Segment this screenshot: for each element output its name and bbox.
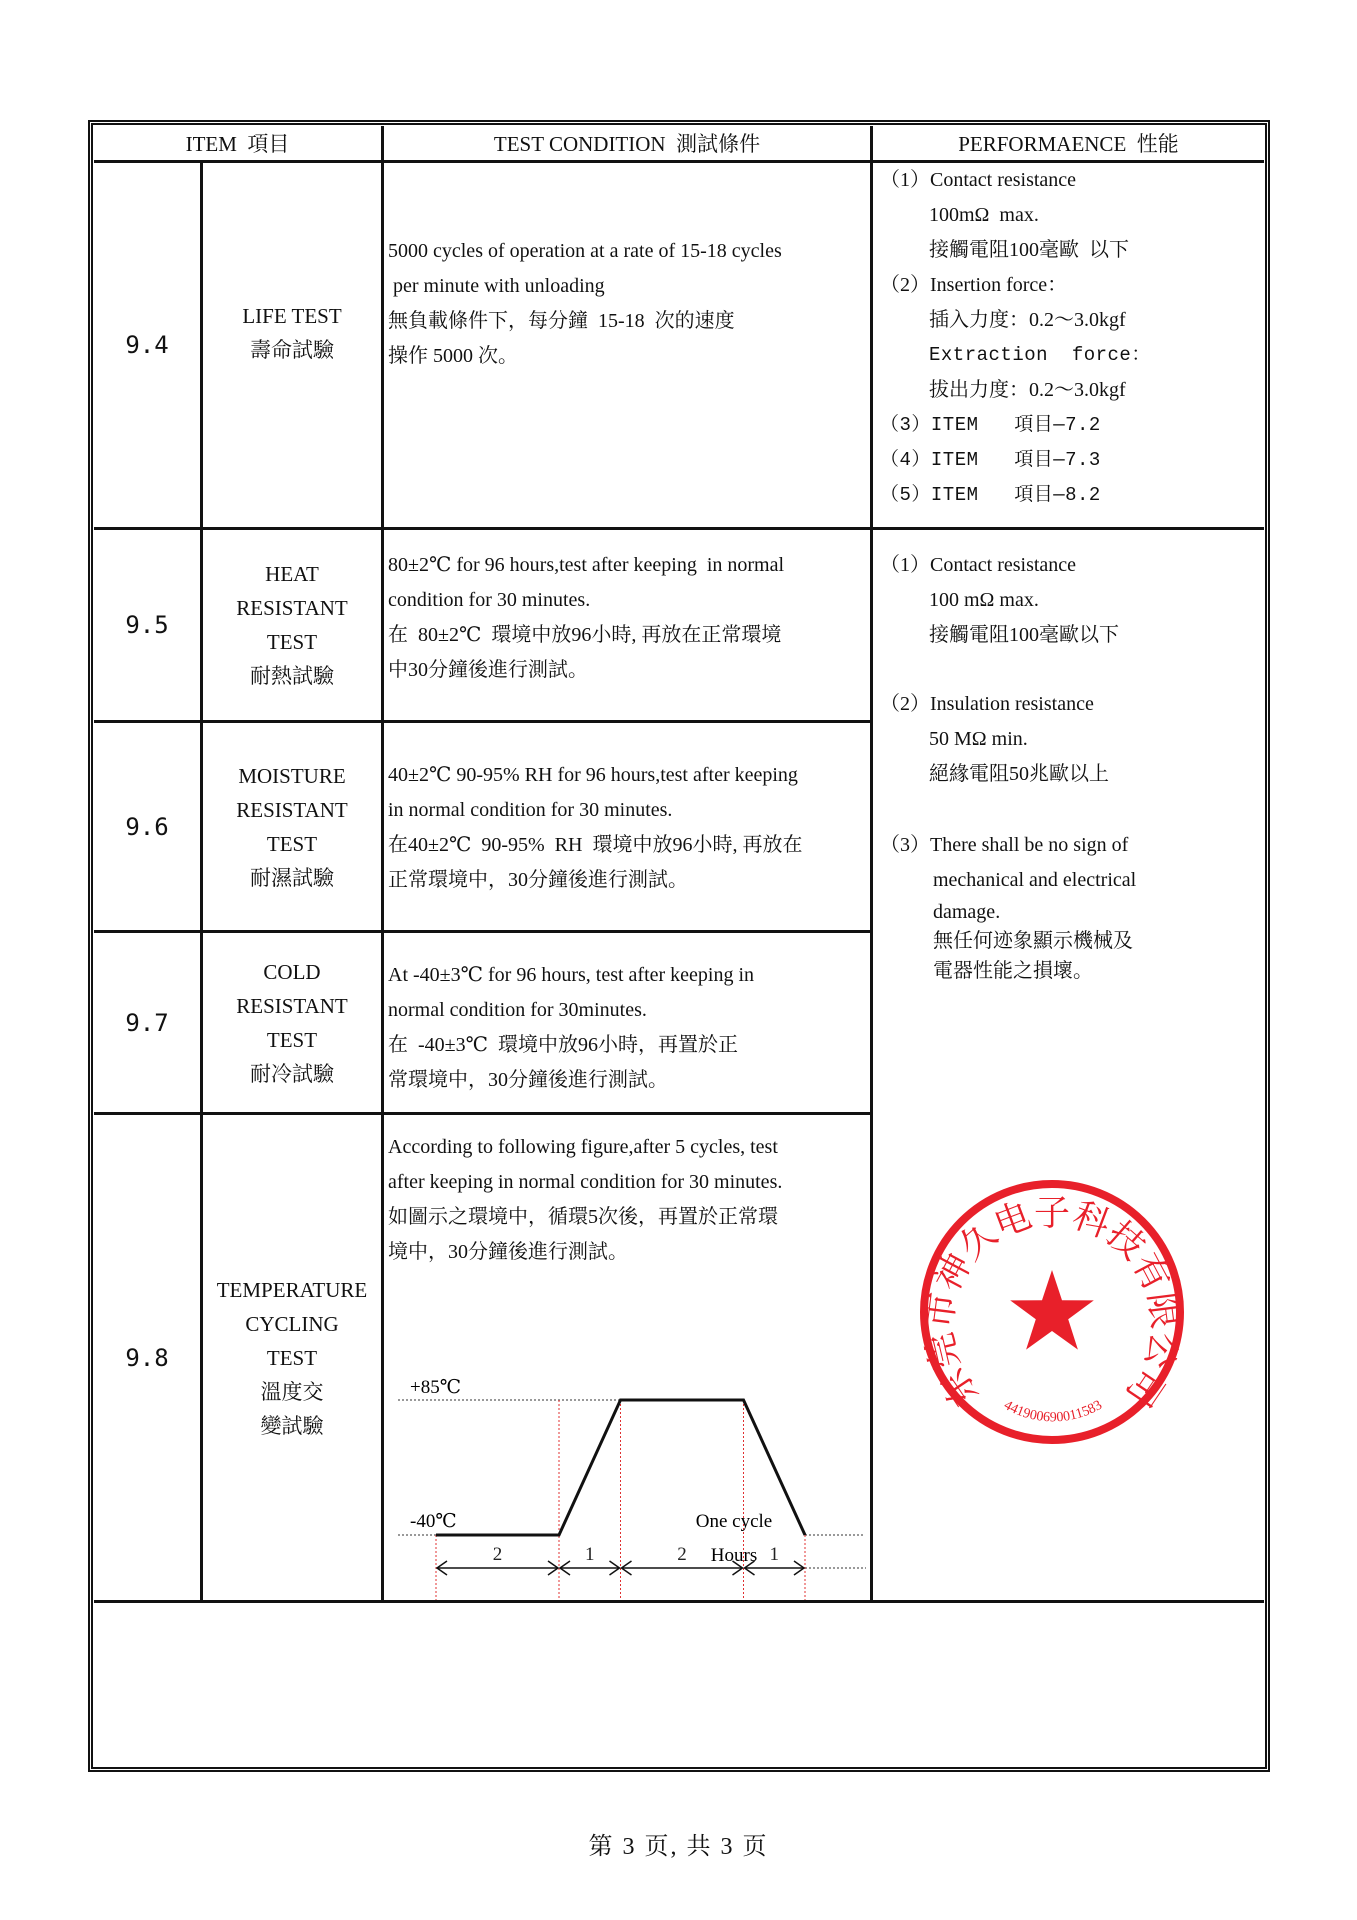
item-name <box>203 1115 381 1600</box>
item-name-line: 耐熱試驗 <box>250 664 334 688</box>
condition-line: per minute with unloading <box>388 275 605 297</box>
duration-label: 2 <box>492 1544 503 1565</box>
item-name-line: TEST <box>266 1027 318 1052</box>
temperature-cycle-diagram <box>384 1370 870 1600</box>
item-name-line: TEMPERATURE <box>216 1277 368 1302</box>
item-name-line: MOISTURE <box>238 763 346 788</box>
condition-line: 5000 cycles of operation at a rate of 15-18 cycles <box>388 240 782 262</box>
test-condition <box>384 234 870 374</box>
perf-line: Extraction force： <box>929 344 1151 366</box>
seal-star-icon <box>1010 1270 1094 1350</box>
condition-line: after keeping in normal condition for 30 minutes. <box>388 1171 783 1193</box>
condition-line: 無負載條件下，每分鐘 15-18 次的速度 <box>388 310 735 332</box>
item-name-line: 耐濕試驗 <box>250 865 334 890</box>
perf-line: （5）ITEM 項目—8.2 <box>880 484 1101 506</box>
item-number: 9.8 <box>125 1343 169 1372</box>
item-number: 9.4 <box>125 331 169 359</box>
perf-damage-cn: 無任何迹象顯示機械及 <box>933 930 1133 952</box>
header-performance: PERFORMAENCE 性能 <box>958 132 1179 156</box>
condition-line: 在40±2℃ 90-95% RH 環境中放96小時, 再放在 <box>388 834 803 856</box>
low-temp-label: -40℃ <box>410 1511 457 1532</box>
high-temp-label: +85℃ <box>410 1377 461 1398</box>
item-number: 9.7 <box>125 1008 169 1037</box>
item-name-line: COLD <box>263 959 321 984</box>
condition-line: 如圖示之環境中，循環5次後，再置於正常環 <box>388 1206 778 1228</box>
duration-label: 2 <box>677 1544 687 1565</box>
item-name-line: CYCLING <box>245 1311 339 1336</box>
one-cycle-label: One cycle <box>695 1511 773 1532</box>
item-name-line: TEST <box>266 831 318 856</box>
condition-line: 境中，30分鐘後進行測試。 <box>388 1241 628 1263</box>
perf-line: （3）ITEM 項目—7.2 <box>880 414 1101 436</box>
item-name-line: HEAT <box>265 562 319 586</box>
condition-line: 常環境中，30分鐘後進行測試。 <box>388 1069 668 1091</box>
performance-shared <box>880 548 1260 986</box>
item-name-line: RESISTANT <box>236 596 348 620</box>
duration-label: 1 <box>585 1544 595 1565</box>
page-number: 第 3 页, 共 3 页 <box>588 1834 769 1860</box>
condition-line: 40±2℃ 90-95% RH for 96 hours,test after keeping <box>388 764 798 786</box>
header-condition: TEST CONDITION 測試條件 <box>493 132 761 156</box>
row-divider-9-8 <box>94 1600 1264 1603</box>
company-seal <box>912 1172 1192 1452</box>
test-condition <box>384 758 870 898</box>
item-name-line: 耐冷試驗 <box>250 1061 334 1086</box>
perf-line: 接觸電阻100毫歐 以下 <box>929 239 1129 261</box>
item-name-line: TEST <box>266 1345 318 1370</box>
perf-damage-line: mechanical and electrical <box>933 869 1137 891</box>
test-condition <box>384 958 870 1098</box>
item-name-line: RESISTANT <box>236 993 348 1018</box>
perf-line: 插入力度：0.2～3.0kgf <box>929 309 1126 331</box>
item-name <box>203 933 381 1112</box>
condition-line: in normal condition for 30 minutes. <box>388 799 673 821</box>
header-item: ITEM 項目 <box>185 132 290 156</box>
condition-line: 80±2℃ for 96 hours,test after keeping in normal <box>388 554 785 576</box>
performance-9-4 <box>880 163 1260 513</box>
col-divider-cond <box>870 126 873 1603</box>
perf-damage-line: damage. <box>933 901 1001 923</box>
perf-line: （2）Insertion force： <box>880 274 1068 296</box>
test-condition <box>384 1130 870 1270</box>
item-name-line: 變試驗 <box>260 1413 324 1438</box>
perf-line: 拔出力度：0.2～3.0kgf <box>929 379 1126 401</box>
perf-line: （4）ITEM 項目—7.3 <box>880 449 1101 471</box>
perf-contact-title: （1）Contact resistance <box>880 554 1077 576</box>
item-name <box>203 530 381 720</box>
perf-contact-cn: 接觸電阻100毫歐以下 <box>929 624 1119 646</box>
item-number: 9.5 <box>125 611 169 639</box>
condition-line: At -40±3℃ for 96 hours, test after keeping in <box>388 964 755 986</box>
condition-line: normal condition for 30minutes. <box>388 999 647 1021</box>
test-condition <box>384 548 870 688</box>
item-name-line: TEST <box>266 630 318 654</box>
item-name-line: 壽命試驗 <box>250 338 334 362</box>
perf-insulation-value: 50 MΩ min. <box>929 728 1028 750</box>
condition-line: 中30分鐘後進行測試。 <box>388 659 588 681</box>
item-name-line: LIFE TEST <box>242 304 342 328</box>
duration-label: 1 <box>769 1544 779 1565</box>
item-name <box>203 723 381 930</box>
item-name-line: RESISTANT <box>236 797 348 822</box>
item-name-line: 溫度交 <box>260 1379 324 1404</box>
condition-line: 在 -40±3℃ 環境中放96小時，再置於正 <box>388 1034 739 1056</box>
perf-damage-title: （3）There shall be no sign of <box>880 834 1129 856</box>
condition-line: 正常環境中，30分鐘後進行測試。 <box>388 869 688 891</box>
condition-line: 在 80±2℃ 環境中放96小時, 再放在正常環境 <box>388 624 782 646</box>
condition-line: 操作 5000 次。 <box>388 345 518 367</box>
condition-line: According to following figure,after 5 cycles, test <box>388 1136 778 1158</box>
item-number: 9.6 <box>125 812 169 841</box>
hours-label: Hours <box>710 1545 758 1566</box>
seal-code: 441900690011583 <box>1001 1397 1105 1426</box>
perf-line: 100mΩ max. <box>929 204 1039 226</box>
seal-company-name: 东莞市神久电子科技有限公司 <box>918 1192 1186 1414</box>
perf-insulation-cn: 絕緣電阻50兆歐以上 <box>929 763 1109 785</box>
perf-line: （1）Contact resistance <box>880 169 1077 191</box>
perf-damage-cn: 電器性能之損壞。 <box>933 960 1093 982</box>
item-name <box>203 163 381 503</box>
condition-line: condition for 30 minutes. <box>388 589 591 611</box>
perf-insulation-title: （2）Insulation resistance <box>880 693 1094 715</box>
perf-contact-value: 100 mΩ max. <box>929 589 1039 611</box>
